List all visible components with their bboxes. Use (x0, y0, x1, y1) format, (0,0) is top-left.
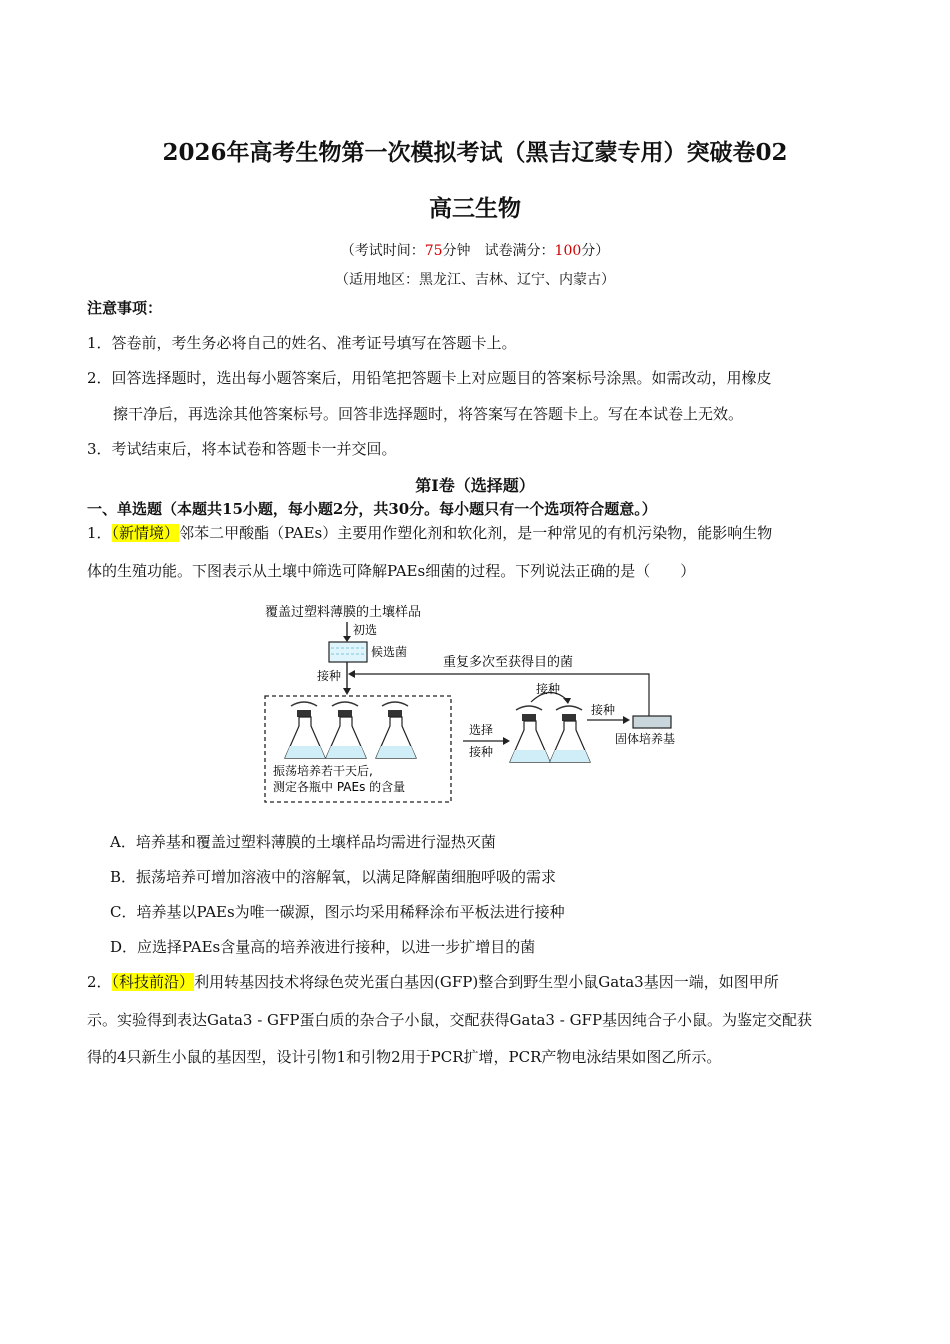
time-mid: 分钟 试卷满分： (442, 243, 555, 259)
select-label: 选择 (469, 723, 494, 737)
q2-line-1 (87, 972, 867, 992)
q1-option-b: B．振荡培养可增加溶液中的溶解氧，以满足降解菌细胞呼吸的需求 (110, 868, 557, 886)
petri-dish (633, 716, 671, 728)
candidate-beaker (329, 642, 367, 662)
q1-option-d: D．应选择PAEs含量高的培养液进行接种，以进一步扩增目的菌 (110, 938, 536, 956)
q1-number: 1． (87, 524, 112, 542)
arrow-transfer-head (563, 698, 571, 704)
primary-label: 初选 (353, 623, 378, 637)
q2-tag: （科技前沿） (111, 973, 195, 991)
q1-line-2: 体的生殖功能。下图表示从土壤中筛选可降解PAEs细菌的过程。下列说法正确的是（ ） (87, 562, 696, 580)
q1-line-1 (87, 523, 867, 543)
flask-1 (285, 702, 325, 758)
page-title: 2026年高考生物第一次模拟考试（黑吉辽蒙专用）突破卷02 (162, 139, 788, 166)
arrow-plate-head (623, 716, 630, 724)
time-prefix: （考试时间： (340, 243, 425, 259)
shake-line-1: 振荡培养若干天后, (273, 764, 373, 778)
flask-4 (510, 706, 550, 762)
q1-option-c: C．培养基以PAEs为唯一碳源，图示均采用稀释涂布平板法进行接种 (110, 903, 565, 921)
repeat-label: 重复多次至获得目的菌 (443, 655, 574, 670)
time-value: 75 (424, 243, 443, 259)
repeat-loop-head (348, 670, 355, 678)
q2-line-2: 示。实验得到表达Gata3 - GFP蛋白质的杂合子小鼠，交配获得Gata3 - GFP基因纯合子小鼠。为鉴定交配获 (87, 1011, 813, 1029)
candidate-label: 候选菌 (371, 645, 408, 659)
flask-3 (376, 702, 416, 758)
q1-text-1: 邻苯二甲酸酯（PAEs）主要用作塑化剂和软化剂，是一种常见的有机污染物，能影响生物 (179, 524, 773, 542)
inoculate2-label: 接种 (469, 745, 494, 759)
q2-number: 2． (87, 973, 112, 991)
flask-2 (326, 702, 366, 758)
score-value: 100 (554, 243, 582, 259)
part1-title: 第Ⅰ卷（选择题） (415, 476, 535, 495)
soil-label: 覆盖过塑料薄膜的土壤样品 (265, 605, 422, 620)
inoculate4-label: 接种 (591, 703, 616, 717)
q2-line-3: 得的4只新生小鼠的基因型，设计引物1和引物2用于PCR扩增，PCR产物电泳结果如图乙所示。 (87, 1048, 722, 1066)
notice-item-3: 3．考试结束后，将本试卷和答题卡一并交回。 (87, 440, 397, 458)
flask-5 (550, 706, 590, 762)
exam-time-info (0, 240, 950, 260)
score-suffix: 分） (581, 243, 610, 259)
notice-item-1: 1．答卷前，考生务必将自己的姓名、准考证号填写在答题卡上。 (87, 334, 517, 352)
section-heading: 一、单选题（本题共15小题，每小题2分，共30分。每小题只有一个选项符合题意。） (87, 500, 657, 518)
q1-option-a: A．培养基和覆盖过塑料薄膜的土壤样品均需进行湿热灭菌 (110, 833, 496, 851)
page-subtitle: 高三生物 (429, 195, 521, 222)
q2-text-1: 利用转基因技术将绿色荧光蛋白基因(GFP)整合到野生型小鼠Gata3基因一端，如图甲所 (194, 973, 779, 991)
region-info: （适用地区：黑龙江、吉林、辽宁、内蒙古） (335, 272, 615, 288)
solid-medium-label: 固体培养基 (615, 732, 676, 746)
shake-line-2: 测定各瓶中 PAEs 的含量 (273, 780, 406, 794)
notice-item-2-cont: 擦干净后，再选涂其他答案标号。回答非选择题时，将答案写在答题卡上。写在本试卷上无效。 (113, 405, 744, 423)
notice-item-2: 2．回答选择题时，选出每小题答案后，用铅笔把答题卡上对应题目的答案标号涂黑。如需改动，用橡皮 (87, 369, 772, 387)
arrow-select-head (503, 737, 510, 745)
q1-figure (255, 598, 695, 808)
q1-tag: （新情境） (111, 524, 180, 542)
notice-heading: 注意事项： (87, 299, 163, 317)
inoculate3-label: 接种 (536, 682, 561, 696)
inoculate-label: 接种 (317, 669, 342, 683)
arrow-primary-head (343, 636, 351, 642)
arrow-inoculate-head (343, 688, 351, 695)
